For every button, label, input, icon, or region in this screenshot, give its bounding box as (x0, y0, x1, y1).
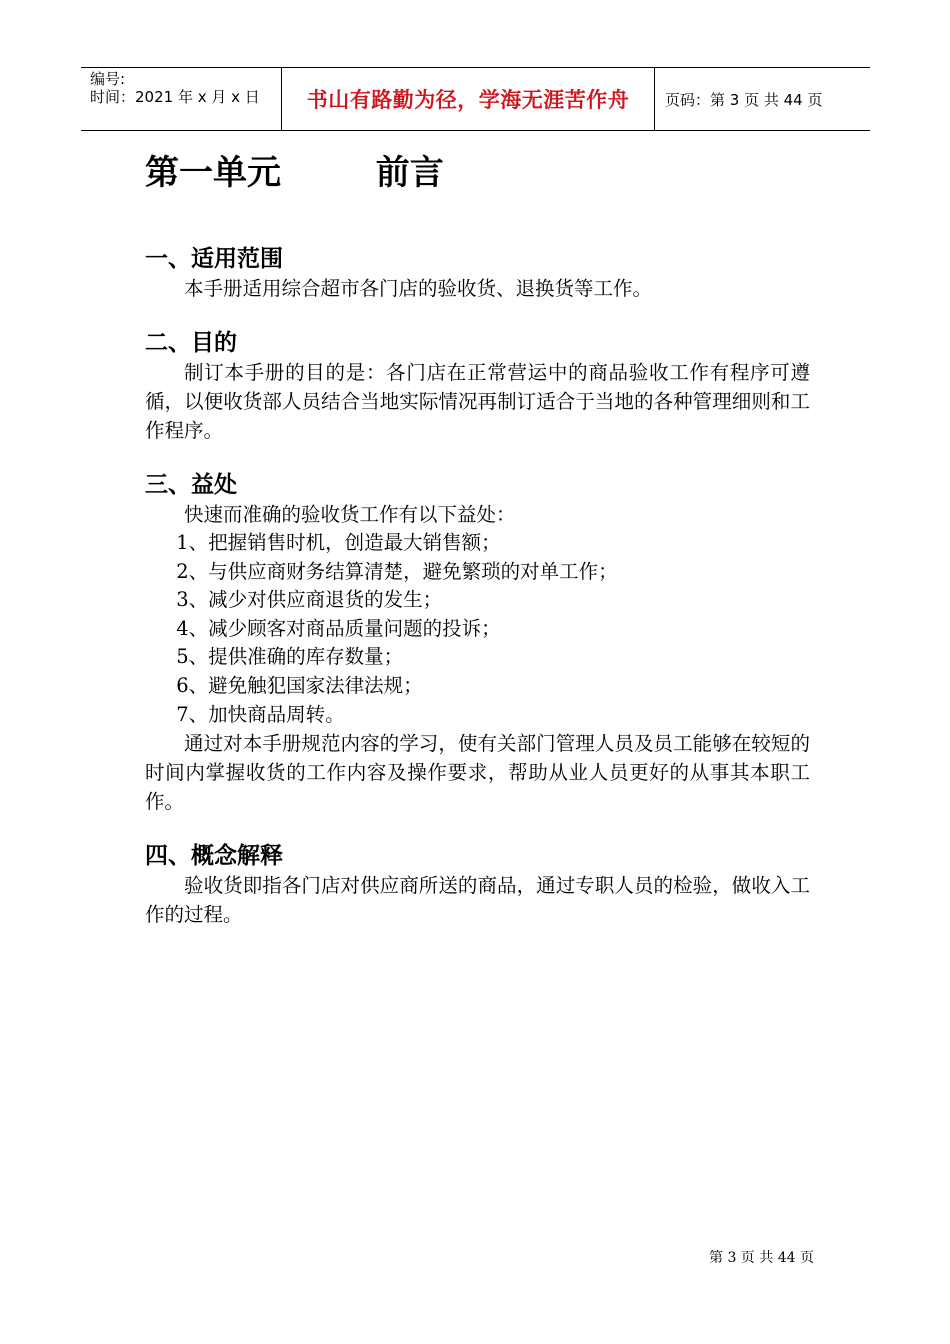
section-intro: 快速而准确的验收货工作有以下益处： (184, 503, 516, 526)
section-closing: 通过对本手册规范内容的学习，使有关部门管理人员及员工能够在较短的时间内掌握收货的工作内容及操作要求，帮助从业人员更好的从事其本职工作。 (145, 732, 810, 814)
section-paragraph: 制订本手册的目的是：各门店在正常营运中的商品验收工作有程序可遵循，以便收货部人员结合当地实际情况再制订适合于当地的各种管理细则和工作程序。 (145, 361, 810, 442)
document-number-label: 编号: (90, 70, 126, 88)
section-heading: 四、概念解释 (145, 843, 283, 870)
document-time-label: 时间：2021 年 x 月 x 日 (90, 88, 260, 106)
section-concepts (145, 841, 810, 929)
section-heading: 二、目的 (145, 330, 237, 356)
list-item: 5、提供准确的库存数量； (176, 645, 404, 669)
section-paragraph: 验收货即指各门店对供应商所送的商品，通过专职人员的检验，做收入工作的过程。 (145, 874, 810, 927)
page-header (81, 67, 870, 131)
section-benefits (145, 470, 810, 816)
list-item: 2、与供应商财务结算清楚，避免繁琐的对单工作； (176, 559, 618, 583)
header-page-info: 页码：第 3 页 共 44 页 (665, 90, 823, 109)
list-item: 4、减少顾客对商品质量问题的投诉； (176, 616, 501, 640)
document-body (145, 244, 810, 929)
list-item: 1、把握销售时机，创造最大销售额； (176, 531, 501, 554)
chapter-title: 第一单元 前言 (145, 153, 444, 193)
section-purpose (145, 328, 810, 445)
section-heading: 三、益处 (145, 472, 237, 498)
section-scope (145, 244, 810, 303)
header-motto: 书山有路勤为径，学海无涯苦作舟 (306, 88, 630, 112)
list-item: 3、减少对供应商退货的发生； (176, 588, 443, 612)
page-footer: 第 3 页 共 44 页 (709, 1250, 814, 1266)
header-page-info-cell (655, 68, 870, 130)
section-paragraph: 本手册适用综合超市各门店的验收货、退换货等工作。 (184, 277, 653, 300)
section-heading: 一、适用范围 (145, 246, 283, 272)
list-item: 6、避免触犯国家法律法规； (176, 673, 423, 697)
header-meta (81, 68, 282, 130)
header-motto-cell (282, 68, 655, 130)
list-item: 7、加快商品周转。 (176, 702, 345, 726)
benefits-list (145, 529, 810, 729)
